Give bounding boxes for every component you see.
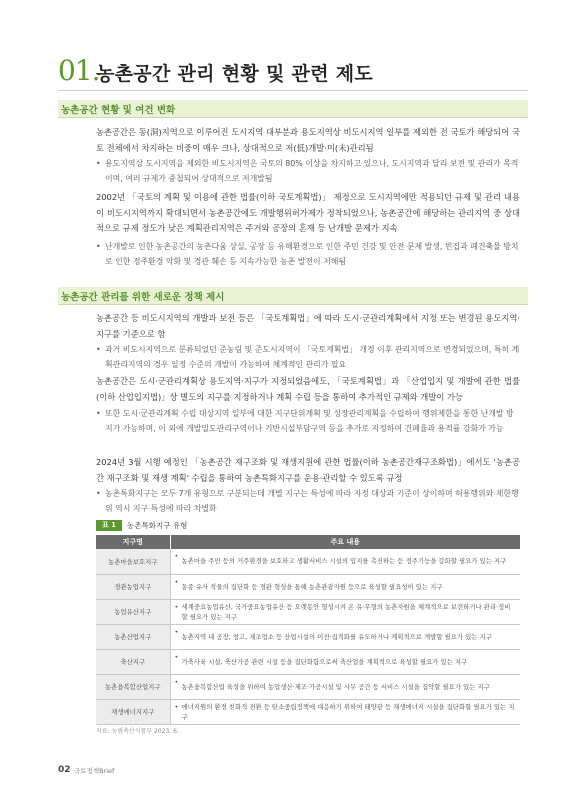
table-tag: 표 1 bbox=[96, 520, 122, 531]
district-name: 농촌산업지구 bbox=[96, 624, 170, 649]
district-content: • 농촌융복합산업 육성을 위하여 농업생산·제조·가공시설 및 사무 공간 등 서비스 시설을 집약할 필요가 있는 지구 bbox=[170, 674, 520, 699]
title-divider bbox=[58, 90, 528, 91]
page-number: 02 bbox=[58, 765, 71, 775]
district-name: 농촌마을보호지구 bbox=[96, 549, 170, 574]
district-name: 경관농업지구 bbox=[96, 574, 170, 599]
table-row bbox=[96, 624, 520, 649]
section-heading-1 bbox=[58, 100, 528, 118]
table-source: 자료: 농림축산식품부 2023. 6. bbox=[96, 728, 179, 735]
district-content: • 농촌지역 내 공장, 창고, 제조업소 등 산업시설의 이전·집적화를 유도하거나 계획적으로 개발할 필요가 있는 지구 bbox=[170, 624, 520, 649]
table-row bbox=[96, 699, 520, 724]
bullet-item: • 용도지역상 도시지역을 제외한 비도시지역은 국토의 80% 이상을 차지하고 있으나, 도시지역과 달리 보전 및 관리가 목적이며, 여러 규제가 중첩되어 상대적으로 저개발됨 bbox=[96, 159, 519, 183]
district-content: • 농촌마을 주민 등의 거주환경을 보호하고 생활서비스 시설의 입지를 촉진하는 등 정주기능을 강화할 필요가 있는 지구 bbox=[170, 549, 520, 574]
district-name: 농촌융복합산업지구 bbox=[96, 674, 170, 699]
table-header: 지구명 bbox=[96, 535, 170, 549]
table-row bbox=[96, 674, 520, 699]
district-content: • 가축사육 시설, 축산가공 관련 시설 등을 집단화함으로써 축산업을 계획적으로 육성할 필요가 있는 지구 bbox=[170, 649, 520, 674]
chapter-title-text: 농촌공간 관리 현황 및 관련 제도 bbox=[96, 63, 374, 85]
chapter-number: 01. bbox=[58, 54, 100, 87]
bullet-item: • 농촌특화지구는 모두 7개 유형으로 구분되는데 개별 지구는 특성에 따라 지정 대상과 기준이 상이하며 허용행위와 제한행위 역시 지구 특성에 따라 차별화 bbox=[96, 489, 519, 513]
district-name: 축산지구 bbox=[96, 649, 170, 674]
paragraph: 농촌공간은 동(洞)지역으로 이루어진 도시지역 대부분과 용도지역상 비도시지역 일부를 제외한 전 국토가 해당되어 국토 전체에서 차지하는 비중이 매우 크나, 상대적으로 저(低)개발·미(未)관리됨 bbox=[96, 127, 520, 153]
section-heading-text: 농촌공간 관리를 위한 새로운 정책 제시 bbox=[61, 292, 225, 303]
paragraph: 농촌공간은 도시·군관리계획상 용도지역·지구가 지정되었음에도, 「국토계획법」과 「산업입지 및 개발에 관한 법률(이하 산업입지법)」상 별도의 지구를 지정하거나 계획 수립 등을 통하여 추가적인 규제와 개발이 가능 bbox=[96, 376, 520, 402]
table-row bbox=[96, 549, 520, 574]
table-row bbox=[96, 599, 520, 624]
district-content: • 세계중요농업유산, 국가중요농업유산 등 오랫동안 형성시켜 온 유·무형의 농촌자원을 체계적으로 보전하거나 관리·정비할 필요가 있는 지구 bbox=[170, 599, 520, 624]
district-types-table bbox=[96, 535, 520, 725]
district-content: • 동종·유사 작물의 집단화 등 경관 형성을 통해 농촌관광자원 등으로 육성할 필요성이 있는 지구 bbox=[170, 574, 520, 599]
section-heading-2 bbox=[58, 287, 528, 305]
table-title: 농촌특화지구 유형 bbox=[127, 521, 188, 530]
district-content: • 에너지원의 환경 친화적 전환 등 탄소중립정책에 대응하기 위하여 태양광 등 재생에너지 시설을 집단화할 필요가 있는 지구 bbox=[170, 699, 520, 724]
section-heading-text: 농촌공간 현황 및 여건 변화 bbox=[61, 105, 176, 116]
chapter-title bbox=[58, 54, 528, 90]
bullet-item: • 난개발로 인한 농촌공간의 농촌다움 상실, 공장 등 유해환경으로 인한 주민 건강 및 안전 문제 발생, 빈집과 폐건축물 방치로 인한 정주환경 악화 및 경관 훼손 등 지속가능한 농촌 발전이 저해됨 bbox=[96, 242, 519, 266]
paragraph: 2002년 「국토의 계획 및 이용에 관한 법률(이하 국토계획법)」 제정으로 도시지역에만 적용되던 규제 및 관리 내용이 비도시지역까지 확대되면서 농촌공간에도 개발행위허가제가 정착되었으나, 농촌공간에 해당하는 관리지역 중 상대적으로 규제 정도가 낮은 계획관리지역은 주거와 공장의 혼재 등 난개발 문제가 지속 bbox=[96, 192, 520, 233]
district-name: 농업유산지구 bbox=[96, 599, 170, 624]
table-header: 주요 내용 bbox=[170, 535, 520, 549]
district-name: 재생에너지지구 bbox=[96, 699, 170, 724]
paragraph: 농촌공간 등 비도시지역의 개발과 보전 등은 「국토계획법」에 따라 도시·군관리계획에서 지정 또는 변경된 용도지역·지구를 기준으로 함 bbox=[96, 313, 520, 339]
publication-name: 국토정책Brief bbox=[74, 767, 115, 775]
table-row bbox=[96, 649, 520, 674]
paragraph: 2024년 3월 시행 예정인 「농촌공간 재구조화 및 재생지원에 관한 법률(이하 농촌공간재구조화법)」에서도 '농촌공간 재구조화 및 재생 계획' 수립을 통하여 농촌특화지구를 운용·관리할 수 있도록 규정 bbox=[96, 457, 520, 483]
bullet-item: • 과거 비도시지역으로 분류되었던 준농림 및 준도시지역이 「국토계획법」 개정 이후 관리지역으로 변경되었으며, 특히 계획관리지역의 경우 일정 수준의 개발이 가능하여 체계적인 관리가 필요 bbox=[96, 345, 520, 369]
table-row bbox=[96, 574, 520, 599]
bullet-item: • 또한 도시·군관리계획 수립 대상지역 일부에 대한 지구단위계획 및 성장관리계획을 수립하여 행위제한을 통한 난개발 방지가 가능하며, 이 외에 개발밀도관리구역이나 기반시설부담구역 등을 추가로 지정하여 건폐율과 용적률 강화가 가능 bbox=[96, 409, 514, 433]
